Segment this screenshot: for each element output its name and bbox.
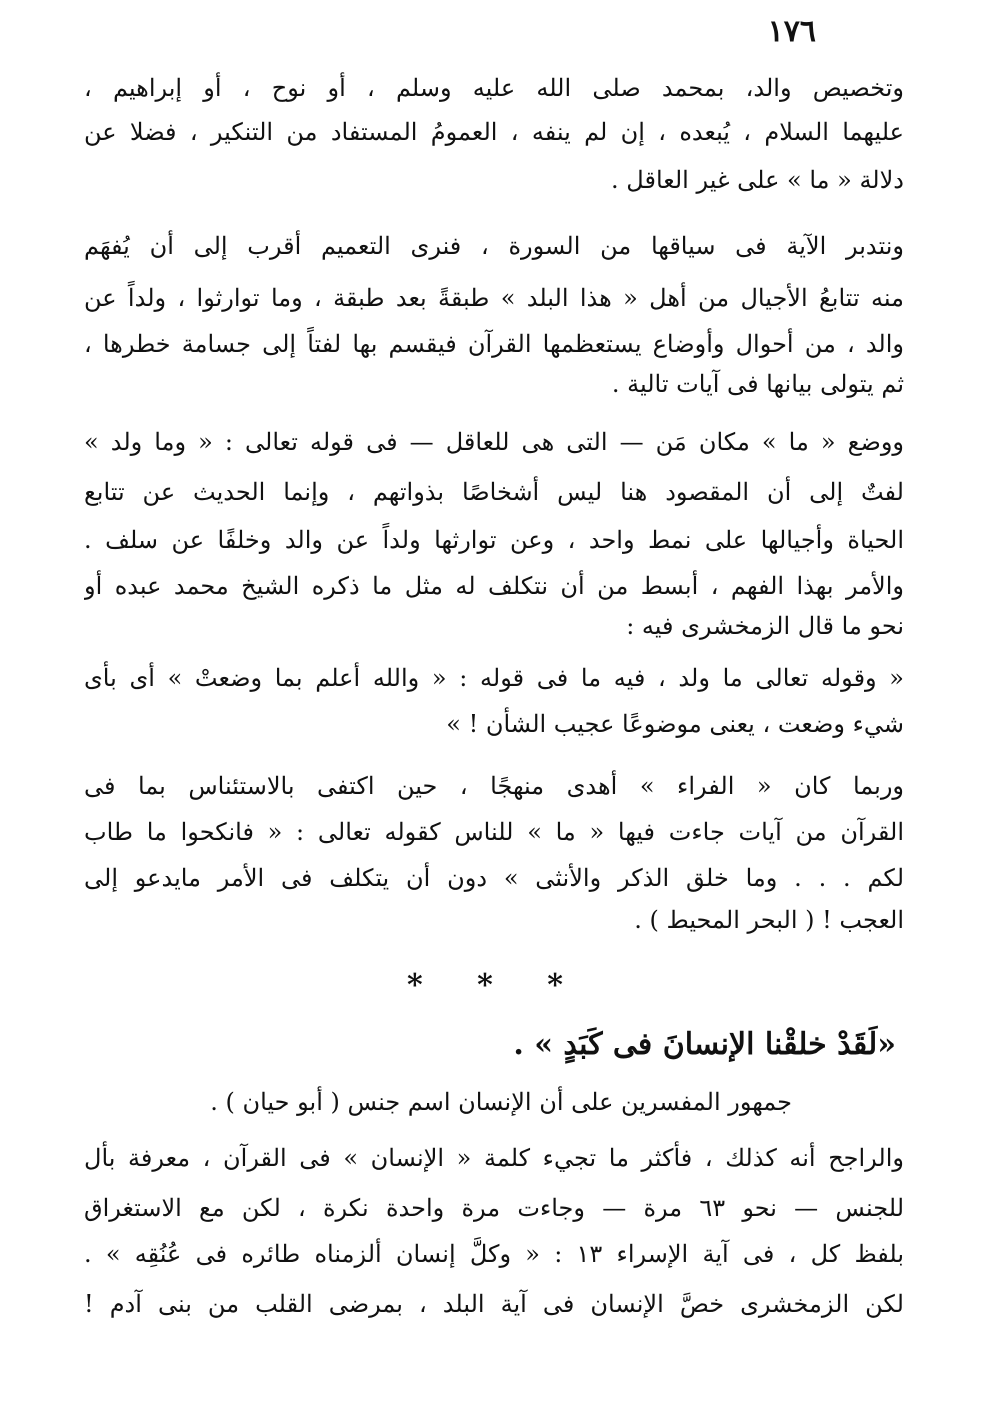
paragraph-7-line-2: للجنس — نحو ٦٣ مرة — وجاءت مرة واحدة نكرة ، لكن مع الاستغراق	[84, 1194, 904, 1222]
paragraph-3-line-3: الحياة وأجيالها على نمط واحد ، وعن توارثها ولداً عن والد وخلفًا عن سلف .	[84, 526, 904, 554]
paragraph-7-line-1: والراجح أنه كذلك ، فأكثر ما تجيء كلمة « الإنسان » فى القرآن ، معرفة بأل	[84, 1144, 904, 1172]
paragraph-5-line-2: القرآن من آيات جاءت فيها « ما » للناس كقوله تعالى : « فانكحوا ما طاب	[84, 818, 904, 846]
paragraph-2-line-4: ثم يتولى بيانها فى آيات تالية .	[611, 370, 904, 398]
paragraph-4-line-1: « وقوله تعالى ما ولد ، فيه ما فى قوله : « والله أعلم بما وضعتْ » أى بأى	[84, 664, 904, 692]
paragraph-1-line-1: وتخصيص والد، بمحمد صلى الله عليه وسلم ، أو نوح ، أو إبراهيم ،	[84, 74, 904, 102]
paragraph-7-line-4: لكن الزمخشرى خصَّ الإنسان فى آية البلد ، بمرضى القلب من بنى آدم !	[84, 1290, 904, 1318]
paragraph-4-line-2: شيء وضعت ، يعنى موضوعًا عجيب الشأن ! »	[446, 710, 904, 738]
paragraph-7-line-3: بلفظ كل ، فى آية الإسراء ١٣ : « وكلَّ إنسان ألزمناه طائره فى عُنُقِه » .	[84, 1240, 904, 1268]
page-number: ١٧٦	[767, 14, 816, 49]
paragraph-1-line-3: دلالة « ما » على غير العاقل .	[611, 166, 904, 194]
paragraph-2-line-2: منه تتابعُ الأجيال من أهل « هذا البلد » طبقةً بعد طبقة ، وما توارثوا ، ولداً عن	[84, 284, 904, 312]
paragraph-6-line-1: جمهور المفسرين على أن الإنسان اسم جنس ( أبو حيان ) .	[210, 1088, 792, 1116]
verse-heading: «لَقَدْ خلقْنا الإنسانَ فى كَبَدٍ » .	[513, 1027, 896, 1062]
paragraph-3-line-5: نحو ما قال الزمخشرى فيه :	[626, 612, 904, 640]
paragraph-5-line-1: وربما كان « الفراء » أهدى منهجًا ، حين اكتفى بالاستئناس بما فى	[84, 772, 904, 800]
paragraph-3-line-2: لفتٌ إلى أن المقصود هنا ليس أشخاصًا بذواتهم ، وإنما الحديث عن تتابع	[84, 478, 904, 506]
paragraph-5-line-3: لكم . . . وما خلق الذكر والأنثى » دون أن يتكلف فى الأمر مايدعو إلى	[84, 864, 904, 892]
paragraph-3-line-4: والأمر بهذا الفهم ، أبسط من أن نتكلف له مثل ما ذكره الشيخ محمد عبده أو	[84, 572, 904, 600]
section-separator: * * *	[407, 968, 585, 1003]
paragraph-2-line-1: ونتدبر الآية فى سياقها من السورة ، فنرى التعميم أقرب إلى أن يُفهَم	[84, 232, 904, 260]
paragraph-2-line-3: والد ، من أحوال وأوضاع يستعظمها القرآن فيقسم بها لفتاً إلى جسامة خطرها ،	[84, 330, 904, 358]
paragraph-5-line-4: العجب ! ( البحر المحيط ) .	[634, 906, 904, 934]
paragraph-3-line-1: ووضع « ما » مكان مَن — التى هى للعاقل — فى قوله تعالى : « وما ولد »	[84, 428, 904, 456]
paragraph-1-line-2: عليهما السلام ، يُبعده ، إن لم ينفه ، العمومُ المستفاد من التنكير ، فضلا عن	[84, 118, 904, 146]
